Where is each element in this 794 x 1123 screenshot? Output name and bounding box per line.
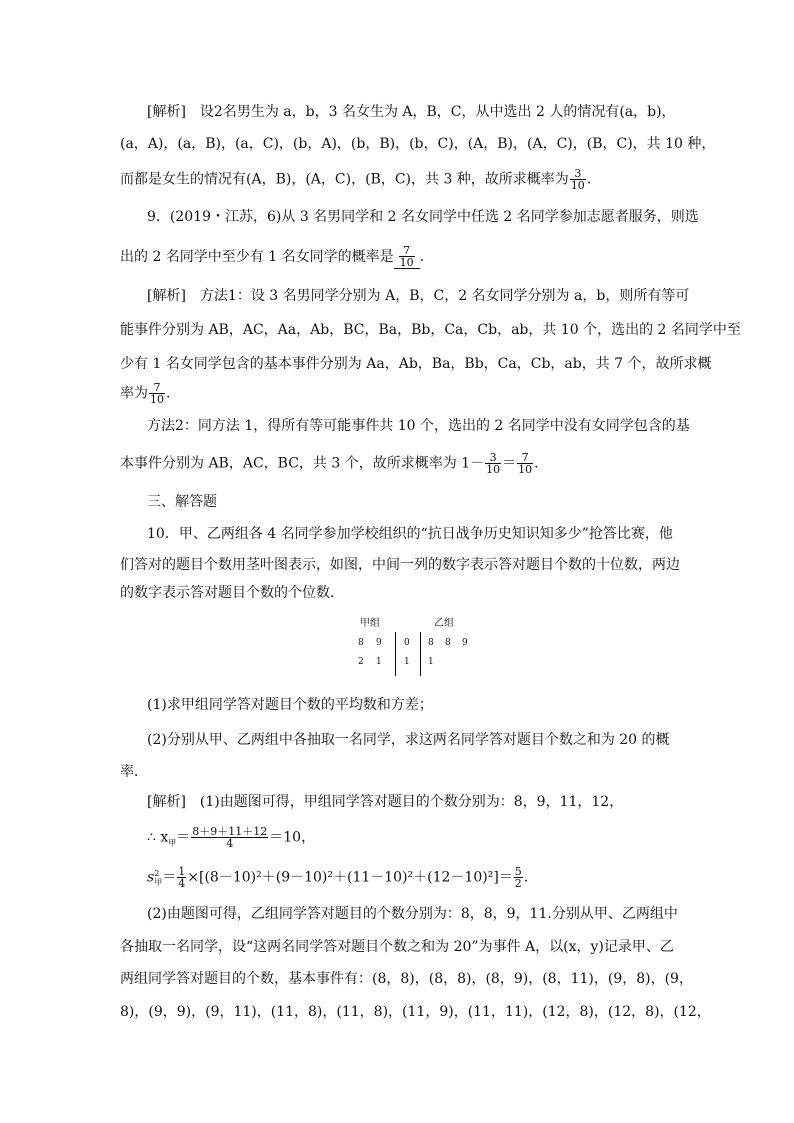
- variance-subscript: 甲: [154, 878, 163, 888]
- mean-symbol: ∴ x: [147, 829, 169, 846]
- solution-9-line-2: 能事件分别为 AB，AC，Aa，Ab，BC，Ba，Bb，Ca，Cb，ab，共 10 个，选出的 2 名同学中至: [120, 322, 741, 338]
- solution-9-method-2-line-1: 方法2：同方法 1，得所有等可能事件共 10 个，选出的 2 名同学中没有女同学包含的基: [147, 418, 690, 434]
- right-group-title: 乙组: [434, 618, 454, 629]
- solution-10-part-2-line-2: 各抽取一名同学，设“这两名同学答对题目个数之和为 20”为事件 A，以(x，y)记录甲、乙: [120, 939, 674, 955]
- fraction-numerator: 5: [514, 865, 522, 879]
- punctuation: .: [534, 455, 539, 472]
- fraction-numerator: 3: [485, 452, 501, 464]
- solution-8-line-3: [120, 168, 591, 191]
- leaf: 8: [428, 638, 434, 648]
- fraction-denominator: 10: [150, 393, 164, 406]
- solution-9-method-2-line-2: [120, 452, 539, 475]
- leaf: 1: [428, 657, 434, 667]
- question-9-line-1: 9．(2019・江苏，6)从 3 名男同学和 2 名女同学中任选 2 名同学参加志愿者服务，则选: [147, 209, 699, 225]
- question-10-line-1: 10．甲、乙两组各 4 名同学参加学校组织的“抗日战争历史知识知多少”抢答比赛，他: [147, 526, 673, 542]
- solution-10-part-2-line-3: 两组同学答对题目的个数，基本事件有：(8，8)，(8，8)，(8，9)，(8，11)，(9，8)，(9，: [120, 971, 693, 987]
- stem-divider-right: [420, 632, 421, 676]
- fraction-numerator: 3: [570, 168, 586, 180]
- section-heading: 三、解答题: [147, 494, 217, 510]
- stem: 0: [404, 638, 410, 648]
- solution-10-line-1: [解析] (1)由题图可得，甲组同学答对题目的个数分别为：8，9，11，12，: [147, 794, 624, 810]
- fraction: [485, 452, 501, 475]
- equals-sign: ＝: [162, 869, 177, 886]
- solution-10-part-2-line-4: 8)，(9，9)，(9，11)，(11，8)，(11，8)，(11，9)，(11，11)，(12，8)，(12，8)，(12，: [120, 1004, 711, 1020]
- fraction: [514, 866, 523, 889]
- solution-8-line-2: (a，A)，(a，B)，(a，C)，(b，A)，(b，B)，(b，C)，(A，B)，(A，C)，(B，C)，共 10 种，: [120, 136, 716, 152]
- leaf: 9: [462, 638, 468, 648]
- solution-10-part-2-line-1: (2)由题图可得，乙组同学答对题目的个数分别为：8，8，9，11.分别从甲、乙两组中: [147, 906, 678, 922]
- question-10-part-1: (1)求甲组同学答对题目个数的平均数和方差；: [147, 697, 433, 713]
- equals-sign: ＝: [176, 829, 191, 846]
- fraction-denominator: 10: [518, 463, 533, 476]
- question-9-line-2: [120, 245, 424, 269]
- fraction: [149, 382, 165, 405]
- mean-subscript: 甲: [168, 838, 177, 848]
- solution-9-line-1: [解析] 方法1：设 3 名男同学分别为 A，B，C，2 名女同学分别为 a，b，则所有等可: [147, 288, 690, 304]
- question-10-part-2-line-2: 率．: [120, 764, 148, 780]
- question-10-line-3: 的数字表示答对题目个数的个位数．: [120, 585, 344, 601]
- leaf: 2: [358, 657, 364, 667]
- fraction: [177, 866, 186, 889]
- question-9-line-2-text: 出的 2 名同学中至少有 1 名女同学的概率是: [120, 249, 394, 265]
- variance-formula: [147, 864, 528, 893]
- answer-fraction: [399, 245, 415, 268]
- method-2-text: 本事件分别为 AB，AC，BC，共 3 个，故所求概率为 1－: [120, 455, 485, 472]
- punctuation: .: [166, 385, 171, 402]
- left-group-title: 甲组: [360, 618, 380, 629]
- question-10-line-2: 们答对的题目个数用茎叶图表示，如图，中间一列的数字表示答对题目个数的十位数，两边: [120, 557, 680, 573]
- equals-sign: ＝: [502, 455, 517, 472]
- fraction-numerator: 7: [149, 382, 165, 394]
- question-10-part-2-line-1: (2)分别从甲、乙两组中各抽取一名同学，求这两名同学答对题目个数之和为 20 的概: [147, 732, 670, 748]
- fraction: [191, 826, 268, 849]
- variance-superscript: 2: [154, 869, 160, 878]
- leaf: 1: [376, 657, 382, 667]
- stem: 1: [404, 657, 410, 667]
- punctuation: .: [523, 869, 529, 886]
- solution-9-line-4: [120, 382, 170, 405]
- leaf: 8: [358, 638, 364, 648]
- solution-8-line-3-text: 而都是女生的情况有(A，B)，(A，C)，(B，C)，共 3 种，故所求概率为: [120, 171, 569, 188]
- fraction-denominator: 10: [399, 256, 414, 269]
- fraction-denominator: 10: [486, 463, 501, 476]
- answer-blank: [394, 245, 420, 269]
- mean-result: ＝10，: [269, 829, 316, 846]
- stem-leaf-plot: [350, 612, 490, 676]
- mean-formula: [147, 826, 315, 853]
- solution-9-line-3: 少有 1 名女同学包含的基本事件分别为 Aa，Ab，Ba，Bb，Ca，Cb，ab，共 7 个，故所求概: [120, 356, 712, 372]
- fraction-numerator: 8＋9＋11＋12: [192, 825, 268, 838]
- fraction-numerator: 7: [399, 245, 415, 257]
- fraction-numerator: 7: [517, 452, 533, 464]
- fraction: [517, 452, 533, 475]
- solution-9-line-4-text: 率为: [120, 385, 148, 402]
- variance-body: ×[(8－10)²＋(9－10)²＋(11－10)²＋(12－10)²]＝: [187, 869, 513, 886]
- fraction: [570, 168, 586, 191]
- leaf: 9: [376, 638, 382, 648]
- stem-divider-left: [395, 632, 396, 676]
- leaf: 8: [445, 638, 451, 648]
- fraction-denominator: 2: [514, 877, 522, 891]
- fraction-denominator: 4: [178, 877, 186, 891]
- variance-symbol: s: [147, 869, 155, 886]
- fraction-numerator: 1: [178, 865, 186, 879]
- punctuation: .: [586, 171, 592, 188]
- fraction-denominator: 10: [570, 179, 585, 192]
- solution-8-line-1: [解析] 设2名男生为 a，b，3 名女生为 A，B，C，从中选出 2 人的情况有(a，b)，: [147, 104, 676, 120]
- punctuation: .: [419, 249, 425, 265]
- fraction-denominator: 4: [226, 837, 234, 850]
